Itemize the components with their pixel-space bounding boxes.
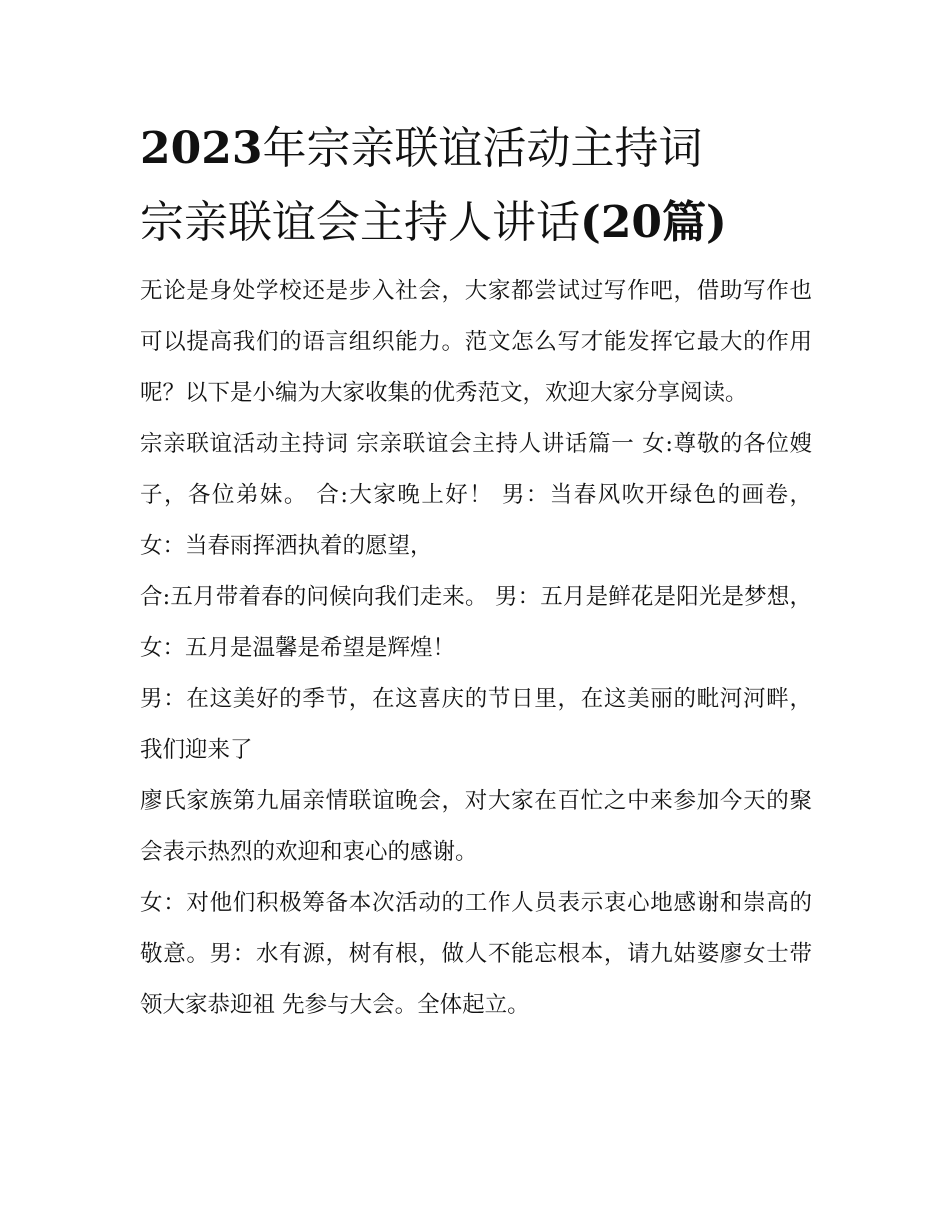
title-line-2-text: 宗亲联谊会主持人讲话 bbox=[140, 197, 580, 248]
title-count: (20 bbox=[580, 197, 663, 248]
title-count-end: 篇) bbox=[662, 197, 727, 248]
paragraph-intro: 无论是身处学校还是步入社会，大家都尝试过写作吧，借助写作也可以提高我们的语言组织能力。范文怎么写才能发挥它最大的作用呢？以下是小编为大家收集的优秀范文，欢迎大家分享阅读。 bbox=[140, 278, 812, 406]
paragraph-thanks: 女：对他们积极筹备本次活动的工作人员表示衷心地感谢和崇高的敬意。男：水有源，树有根，做人不能忘根本，请九姑婆廖女士带领大家恭迎祖 先参与大会。全体起立。 bbox=[140, 890, 812, 1018]
title-line-1-text: 年宗亲联谊活动主持词 bbox=[262, 123, 703, 174]
paragraph-may: 合:五月带着春的问候向我们走来。 男：五月是鲜花是阳光是梦想， 女：五月是温馨是希望是辉煌！ bbox=[140, 584, 812, 661]
paragraph-gala: 廖氏家族第九届亲情联谊晚会，对大家在百忙之中来参加今天的聚会表示热烈的欢迎和衷心的感谢。 bbox=[140, 788, 812, 865]
paragraph-season: 男：在这美好的季节，在这喜庆的节日里，在这美丽的毗河河畔，我们迎来了 bbox=[140, 686, 812, 763]
title-year: 2023 bbox=[140, 123, 263, 174]
title-line-2 bbox=[140, 186, 812, 260]
title-line-1 bbox=[140, 112, 812, 186]
document-page bbox=[140, 112, 812, 1031]
document-title bbox=[140, 112, 812, 260]
paragraph-opening: 宗亲联谊活动主持词 宗亲联谊会主持人讲话篇一 女:尊敬的各位嫂子，各位弟妹。 合:大家晚上好！ 男：当春风吹开绿色的画卷， 女：当春雨挥洒执着的愿望， bbox=[140, 431, 812, 559]
